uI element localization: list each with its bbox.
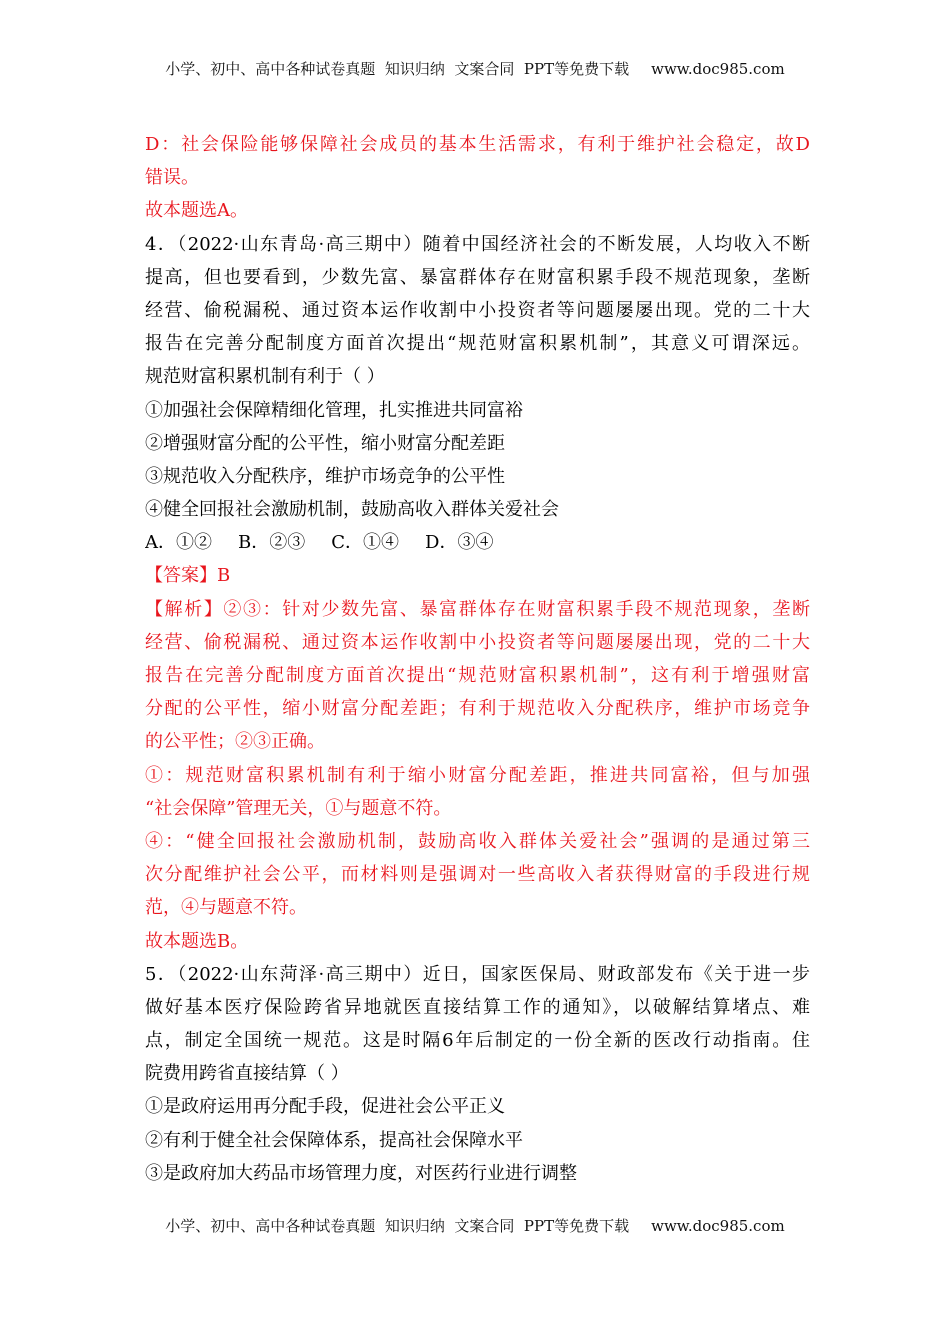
- q4-item: ④健全回报社会激励机制，鼓励高收入群体关爱社会: [145, 499, 559, 521]
- footer-url[interactable]: www.doc985.com: [651, 1217, 785, 1235]
- q4-option-c: C．①④: [331, 532, 400, 554]
- q4-analysis-line: 的公平性；②③正确。: [145, 731, 325, 753]
- q5-stem-line: 做好基本医疗保险跨省异地就医直接结算工作的通知》，以破解结算堵点、难: [145, 996, 810, 1018]
- prev-option-d-analysis-cont: 错误。: [145, 167, 199, 189]
- q4-stem-line: 报告在完善分配制度方面首次提出“规范财富积累机制”，其意义可谓深远。: [145, 333, 810, 355]
- prev-conclusion: 故本题选A。: [145, 200, 248, 222]
- page-header: [0, 58, 950, 79]
- q4-analysis-line: 范，④与题意不符。: [145, 897, 307, 919]
- prev-option-d-analysis: D：社会保险能够保障社会成员的基本生活需求，有利于维护社会稳定，故D: [145, 134, 810, 155]
- document-body: [145, 128, 810, 1190]
- q4-analysis-line: “社会保障”管理无关，①与题意不符。: [145, 797, 452, 819]
- q4-option-a: A．①②: [145, 532, 212, 554]
- q4-analysis-line: ①：规范财富积累机制有利于缩小财富分配差距，推进共同富裕，但与加强: [145, 764, 810, 786]
- q4-conclusion: 故本题选B。: [145, 930, 249, 952]
- q5-item: ①是政府运用再分配手段，促进社会公平正义: [145, 1096, 505, 1118]
- q5-item: ③是政府加大药品市场管理力度，对医药行业进行调整: [145, 1162, 577, 1184]
- q4-stem-line: 规范财富积累机制有利于（ ）: [145, 366, 385, 388]
- q4-analysis-line: 【解析】②③：针对少数先富、暴富群体存在财富积累手段不规范现象，垄断: [145, 598, 810, 620]
- q5-stem-line: 5．（2022·山东菏泽·高三期中）近日，国家医保局、财政部发布《关于进一步: [145, 963, 810, 985]
- q5-item: ②有利于健全社会保障体系，提高社会保障水平: [145, 1129, 523, 1151]
- header-text: 小学、初中、高中各种试卷真题 知识归纳 文案合同 PPT等免费下载: [165, 60, 630, 78]
- q4-item: ②增强财富分配的公平性，缩小财富分配差距: [145, 432, 505, 454]
- q4-stem-line: 提高，但也要看到，少数先富、暴富群体存在财富积累手段不规范现象，垄断: [145, 266, 810, 288]
- q4-answer: 【答案】B: [145, 565, 231, 587]
- q4-analysis-line: 经营、偷税漏税、通过资本运作收割中小投资者等问题屡屡出现，党的二十大: [145, 631, 810, 653]
- q5-stem-line: 点，制定全国统一规范。这是时隔6年后制定的一份全新的医改行动指南。住: [145, 1030, 810, 1052]
- q4-item: ③规范收入分配秩序，维护市场竞争的公平性: [145, 465, 505, 487]
- q4-stem-line: 4．（2022·山东青岛·高三期中）随着中国经济社会的不断发展，人均收入不断: [145, 233, 810, 255]
- q4-option-d: D．③④: [425, 532, 494, 554]
- page-footer: [0, 1215, 950, 1236]
- q4-options: [145, 526, 810, 559]
- q5-stem-line: 院费用跨省直接结算（ ）: [145, 1063, 349, 1085]
- q4-item: ①加强社会保障精细化管理，扎实推进共同富裕: [145, 399, 523, 421]
- q4-stem-line: 经营、偷税漏税、通过资本运作收割中小投资者等问题屡屡出现。党的二十大: [145, 299, 810, 321]
- q4-analysis-line: ④：“健全回报社会激励机制，鼓励高收入群体关爱社会”强调的是通过第三: [145, 830, 810, 852]
- footer-text: 小学、初中、高中各种试卷真题 知识归纳 文案合同 PPT等免费下载: [165, 1217, 630, 1235]
- q4-analysis-line: 报告在完善分配制度方面首次提出“规范财富积累机制”，这有利于增强财富: [145, 665, 810, 686]
- q4-analysis-line: 分配的公平性，缩小财富分配差距；有利于规范收入分配秩序，维护市场竞争: [145, 698, 810, 720]
- q4-analysis-line: 次分配维护社会公平，而材料则是强调对一些高收入者获得财富的手段进行规: [145, 864, 810, 886]
- header-url[interactable]: www.doc985.com: [651, 60, 785, 78]
- q4-option-b: B．②③: [238, 532, 306, 554]
